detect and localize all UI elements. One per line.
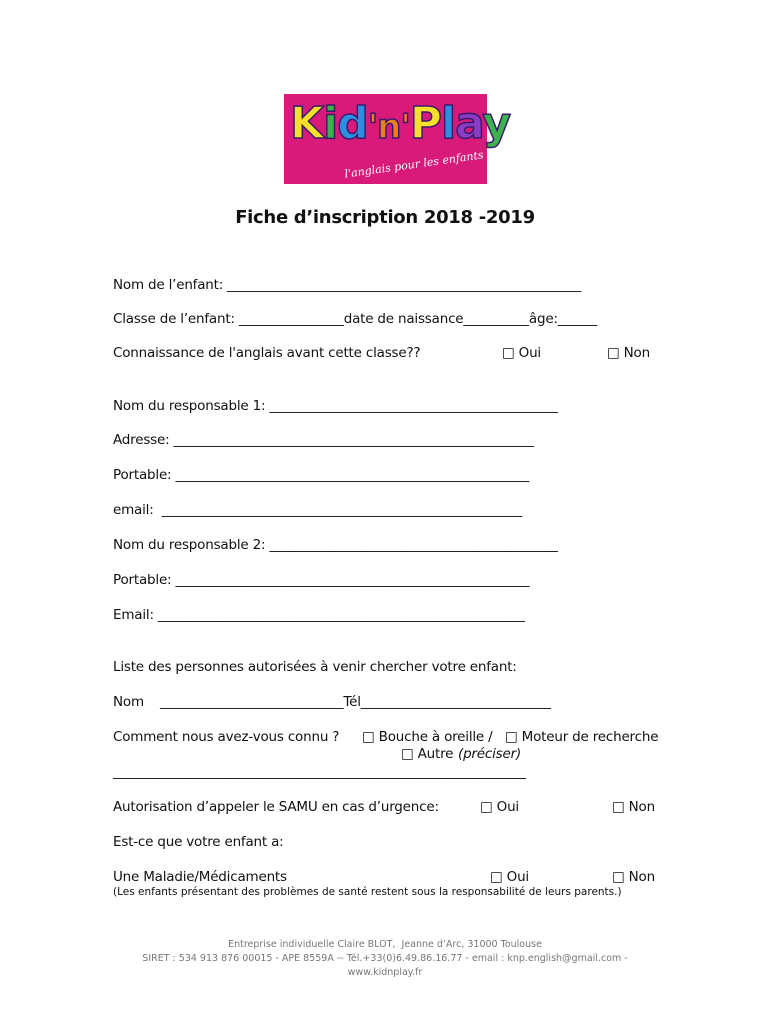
child-name-field[interactable]: Nom de l’enfant: ______________________________________________________ — [113, 277, 581, 293]
logo-letter-a: a — [455, 98, 483, 149]
logo-letter-l: l — [440, 98, 456, 149]
logo-letter-p: P — [409, 98, 441, 149]
email1-field[interactable]: email: _______________________________________________________ — [113, 502, 523, 518]
logo-letter-i: i — [323, 98, 338, 149]
footer-contact: SIRET : 534 913 876 00015 - APE 8559A -- Tél.+33(0)6.49.86.16.77 - email : knp.english@gmail.com - — [142, 953, 628, 964]
form-title: Fiche d’inscription 2018 -2019 — [235, 207, 535, 228]
logo-letter-y: y — [482, 98, 511, 149]
mobile1-field[interactable]: Portable: ______________________________________________________ — [113, 467, 530, 483]
english-knowledge-question: Connaissance de l'anglais avant cette classe?? — [113, 345, 421, 361]
authorized-nom-label: Nom — [113, 694, 144, 710]
address-field[interactable]: Adresse: _______________________________________________________ — [113, 432, 534, 448]
logo-tagline: l'anglais pour les enfants — [343, 148, 485, 181]
logo-wordmark — [290, 98, 511, 149]
samu-non-checkbox[interactable]: □ Non — [612, 799, 655, 815]
authorized-persons-heading: Liste des personnes autorisées à venir chercher votre enfant: — [113, 659, 517, 675]
footer-website: www.kidnplay.fr — [347, 967, 423, 978]
child-class-field[interactable]: Classe de l’enfant: ________________date de naissance__________âge:______ — [113, 311, 598, 327]
other-specify-note: (préciser) — [458, 746, 522, 762]
illness-oui-checkbox[interactable]: □ Oui — [490, 869, 529, 885]
guardian1-field[interactable]: Nom du responsable 1: ____________________________________________ — [113, 398, 558, 414]
kidnplay-logo — [284, 94, 511, 184]
email2-field[interactable]: Email: ________________________________________________________ — [113, 607, 525, 623]
illness-non-checkbox[interactable]: □ Non — [612, 869, 655, 885]
child-question: Est-ce que votre enfant a: — [113, 834, 284, 850]
guardian2-field[interactable]: Nom du responsable 2: ____________________________________________ — [113, 537, 558, 553]
other-checkbox[interactable]: □ Autre — [401, 746, 454, 762]
samu-question: Autorisation d’appeler le SAMU en cas d’urgence: — [113, 799, 439, 815]
logo-letter-n: 'n' — [367, 107, 410, 147]
english-knowledge-non-checkbox[interactable]: □ Non — [607, 345, 650, 361]
samu-oui-checkbox[interactable]: □ Oui — [480, 799, 519, 815]
illness-question: Une Maladie/Médicaments — [113, 869, 287, 885]
mobile2-field[interactable]: Portable: ______________________________________________________ — [113, 572, 530, 588]
search-engine-checkbox[interactable]: □ Moteur de recherche — [505, 729, 659, 745]
english-knowledge-oui-checkbox[interactable]: □ Oui — [502, 345, 541, 361]
footer-company: Entreprise individuelle Claire BLOT, Jeanne d’Arc, 31000 Toulouse — [228, 939, 542, 950]
word-of-mouth-checkbox[interactable]: □ Bouche à oreille / — [362, 729, 493, 745]
logo-letter-k: K — [290, 98, 324, 149]
authorized-nom-tel-field[interactable]: ____________________________Tél_____________________________ — [160, 694, 551, 710]
logo-letter-d: d — [337, 98, 368, 149]
how-known-question: Comment nous avez-vous connu ? — [113, 729, 340, 745]
illness-note: (Les enfants présentant des problèmes de santé restent sous la responsabilité de leurs parents.) — [113, 886, 622, 898]
how-known-line[interactable]: _______________________________________________________________ — [113, 764, 526, 780]
